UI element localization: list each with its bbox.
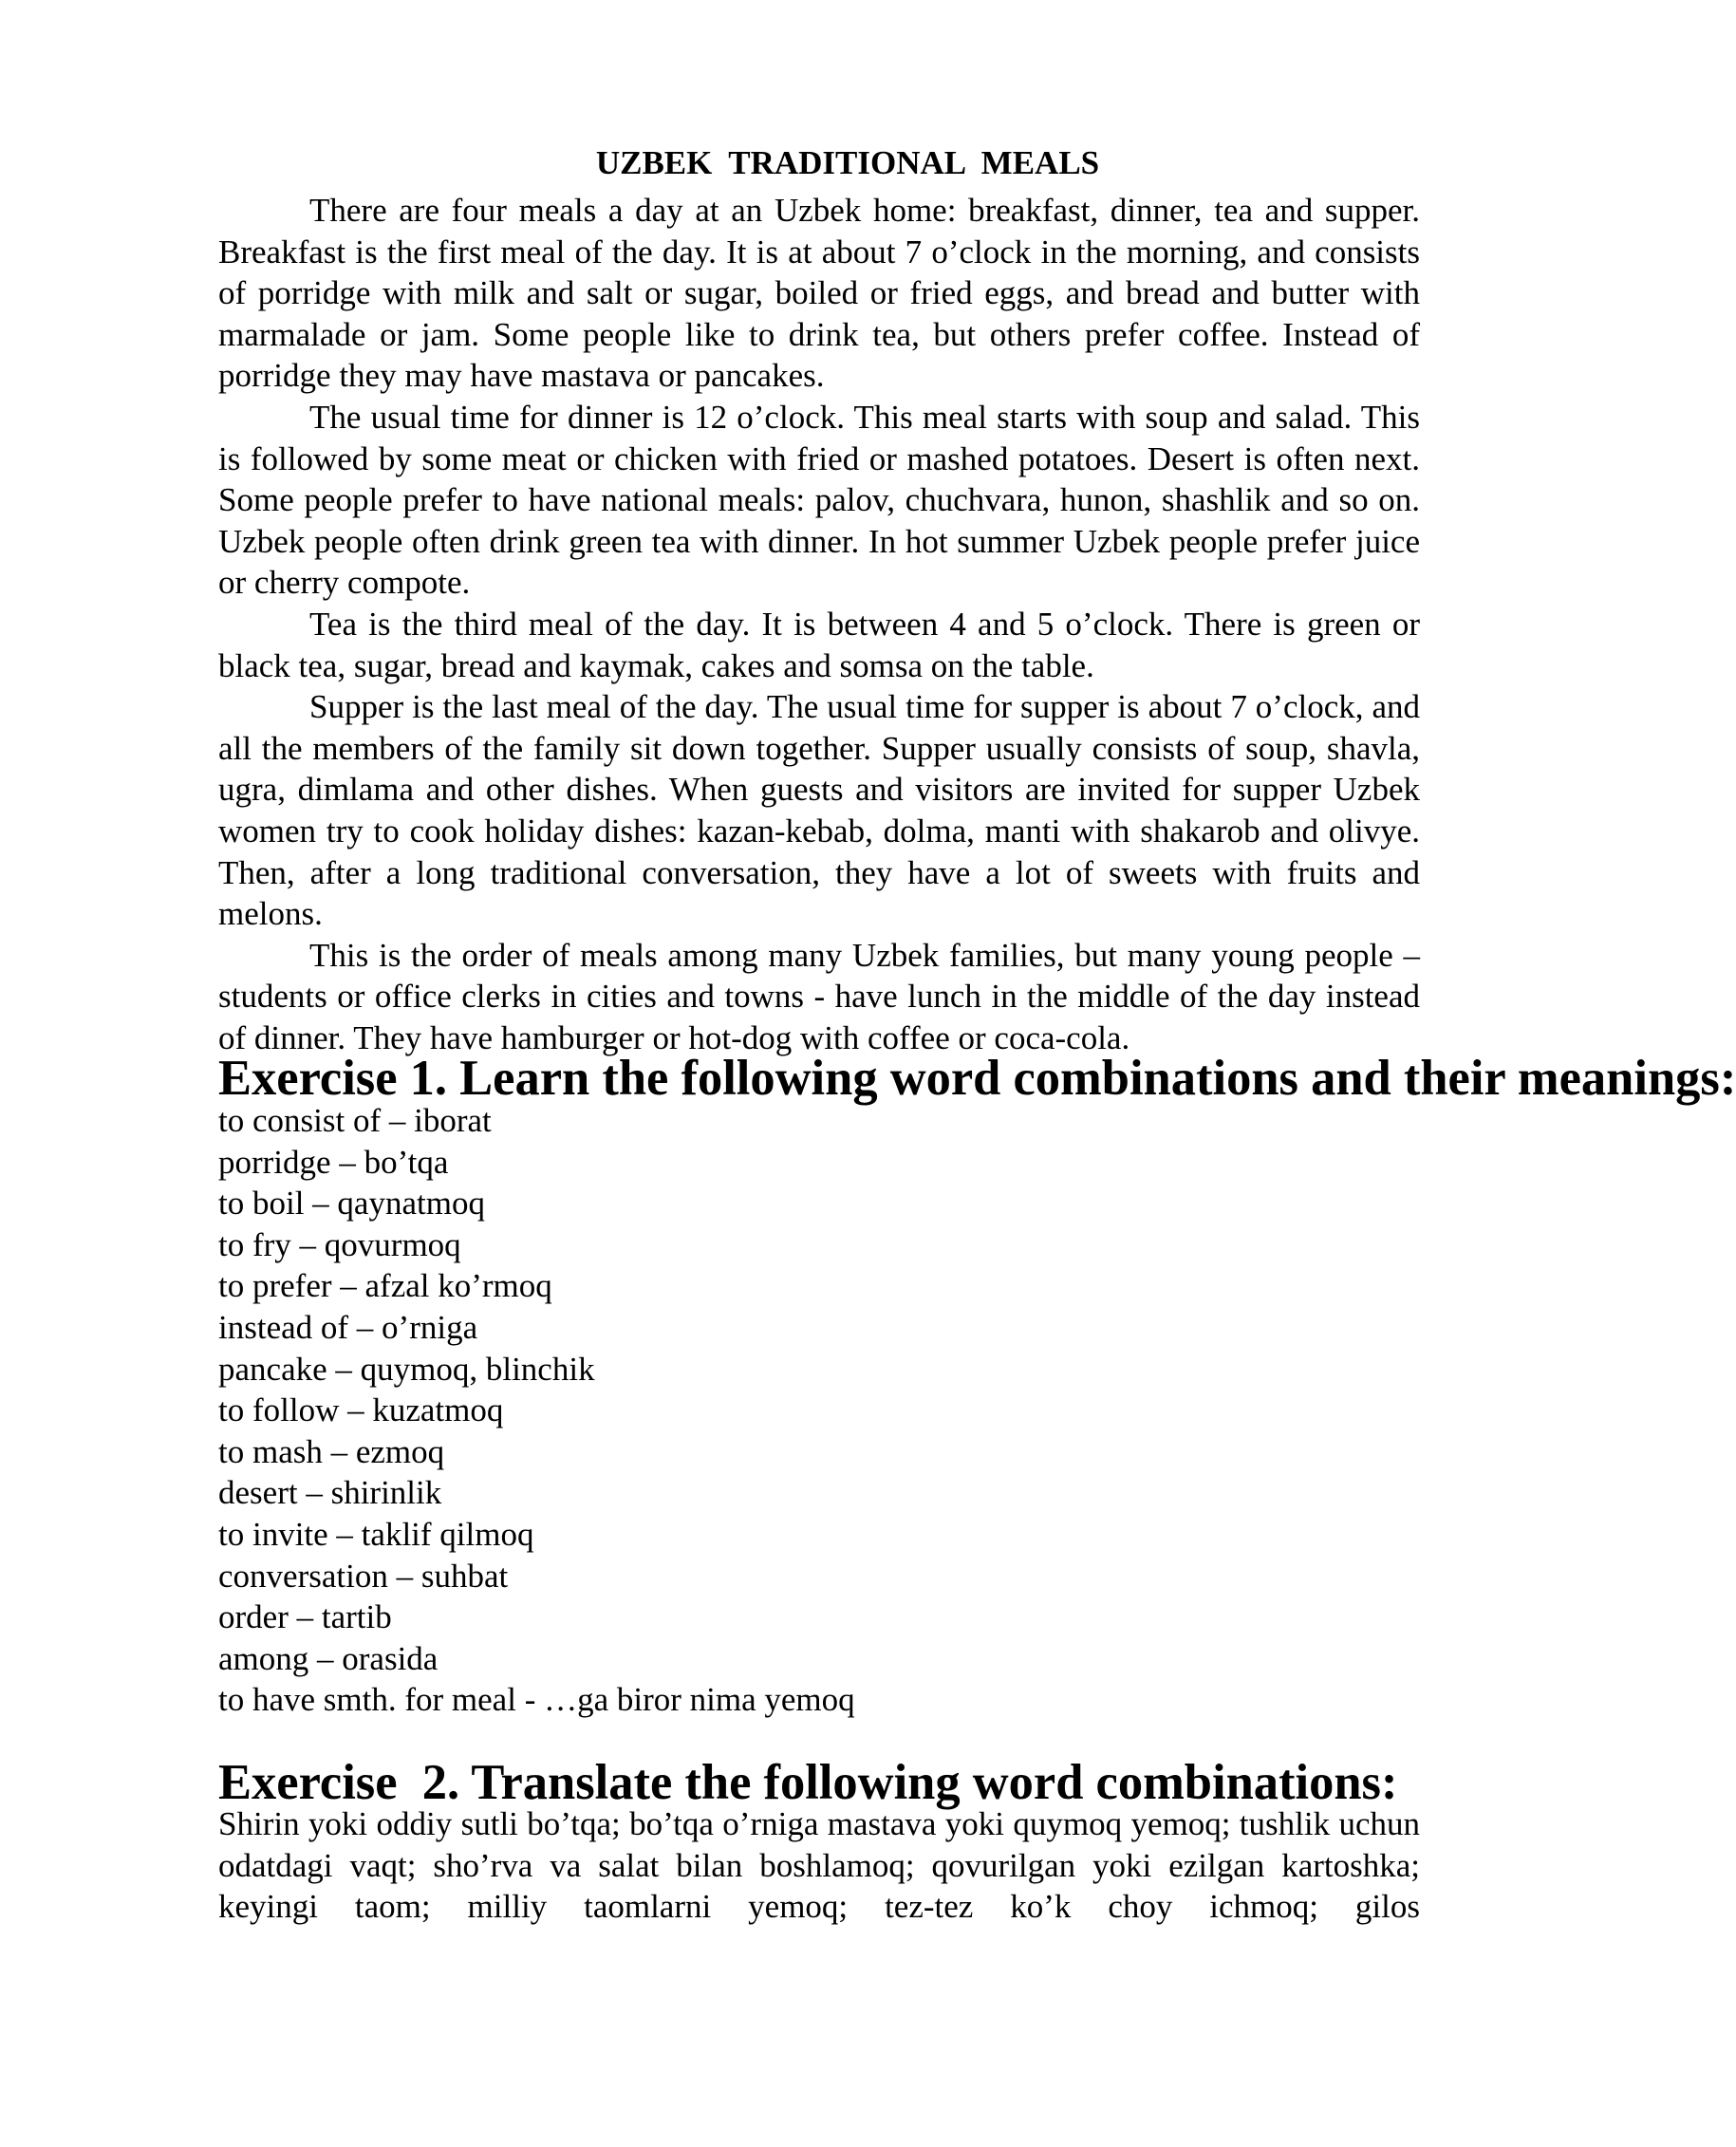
page-title: UZBEK TRADITIONAL MEALS: [595, 144, 1100, 181]
paragraph-dinner: The usual time for dinner is 12 o’clock. This meal starts with soup and salad. This is followed by some meat or chicken with fried or mashed potatoes. Desert is often next. Some people prefer to have national meals: palov, chuchvara, hunon, shashlik and so on. Uzbek people often drink green tea with dinner. In hot summer Uzbek people prefer juice or cherry compote.: [218, 398, 1420, 602]
document-page: [218, 142, 1736, 1928]
vocab-item: to fry – qovurmoq: [218, 1225, 461, 1263]
vocab-item: conversation – suhbat: [218, 1557, 509, 1595]
vocab-item: to follow – kuzatmoq: [218, 1391, 504, 1429]
exercise-2-heading: Exercise 2. Translate the following word combinations:: [218, 1754, 1398, 1810]
vocab-item: desert – shirinlik: [218, 1474, 442, 1512]
vocab-item: among – orasida: [218, 1639, 439, 1677]
paragraph-supper: Supper is the last meal of the day. The usual time for supper is about 7 o’clock, and all the members of the family sit down together. Supper usually consists of soup, shavla, ugra, dimlama and other dishes. When guests and visitors are invited for supper Uzbek women try to cook holiday dishes: kazan-kebab, dolma, manti with shakarob and olivye. Then, after a long traditional conversation, they have a lot of sweets with fruits and melons.: [218, 688, 1420, 933]
exercise-1-heading: Exercise 1. Learn the following word combinations and their meanings:: [218, 1051, 1736, 1107]
vocab-item: pancake – quymoq, blinchik: [218, 1350, 595, 1388]
vocab-item: to have smth. for meal - …ga biror nima yemoq: [218, 1681, 855, 1719]
vocab-item: porridge – bo’tqa: [218, 1143, 449, 1181]
exercise-2-text: Shirin yoki oddiy sutli bo’tqa; bo’tqa o’rniga mastava yoki quymoq yemoq; tushlik uchun odatdagi vaqt; sho’rva va salat bilan boshlamoq; qovurilgan yoki ezilgan kartoshka; keyingi taom; milliy taomlarni yemoq; tez-tez ko’k choy ichmoq; gilos: [218, 1805, 1420, 1926]
exercise-1-vocab-list: [218, 1100, 1420, 1721]
vocab-item: to consist of – iborat: [218, 1102, 492, 1140]
vocab-item: order – tartib: [218, 1598, 392, 1636]
vocab-item: to mash – ezmoq: [218, 1432, 445, 1470]
vocab-item: instead of – o’rniga: [218, 1309, 478, 1347]
vocab-item: to prefer – afzal ko’rmoq: [218, 1267, 552, 1305]
paragraph-tea: Tea is the third meal of the day. It is between 4 and 5 o’clock. There is green or black tea, sugar, bread and kaymak, cakes and somsa on the table.: [218, 605, 1420, 684]
paragraph-order-of-meals: This is the order of meals among many Uzbek families, but many young people – students or office clerks in cities and towns - have lunch in the middle of the day instead of dinner. They have hamburger or hot-dog with coffee or coca-cola.: [218, 936, 1420, 1056]
vocab-item: to invite – taklif qilmoq: [218, 1516, 534, 1553]
vocab-item: to boil – qaynatmoq: [218, 1185, 485, 1223]
paragraph-breakfast: There are four meals a day at an Uzbek home: breakfast, dinner, tea and supper. Breakfast is the first meal of the day. It is at about 7 o’clock in the morning, and consists of porridge with milk and salt or sugar, boiled or fried eggs, and bread and butter with marmalade or jam. Some people like to drink tea, but others prefer coffee. Instead of porridge they may have mastava or pancakes.: [218, 192, 1420, 395]
